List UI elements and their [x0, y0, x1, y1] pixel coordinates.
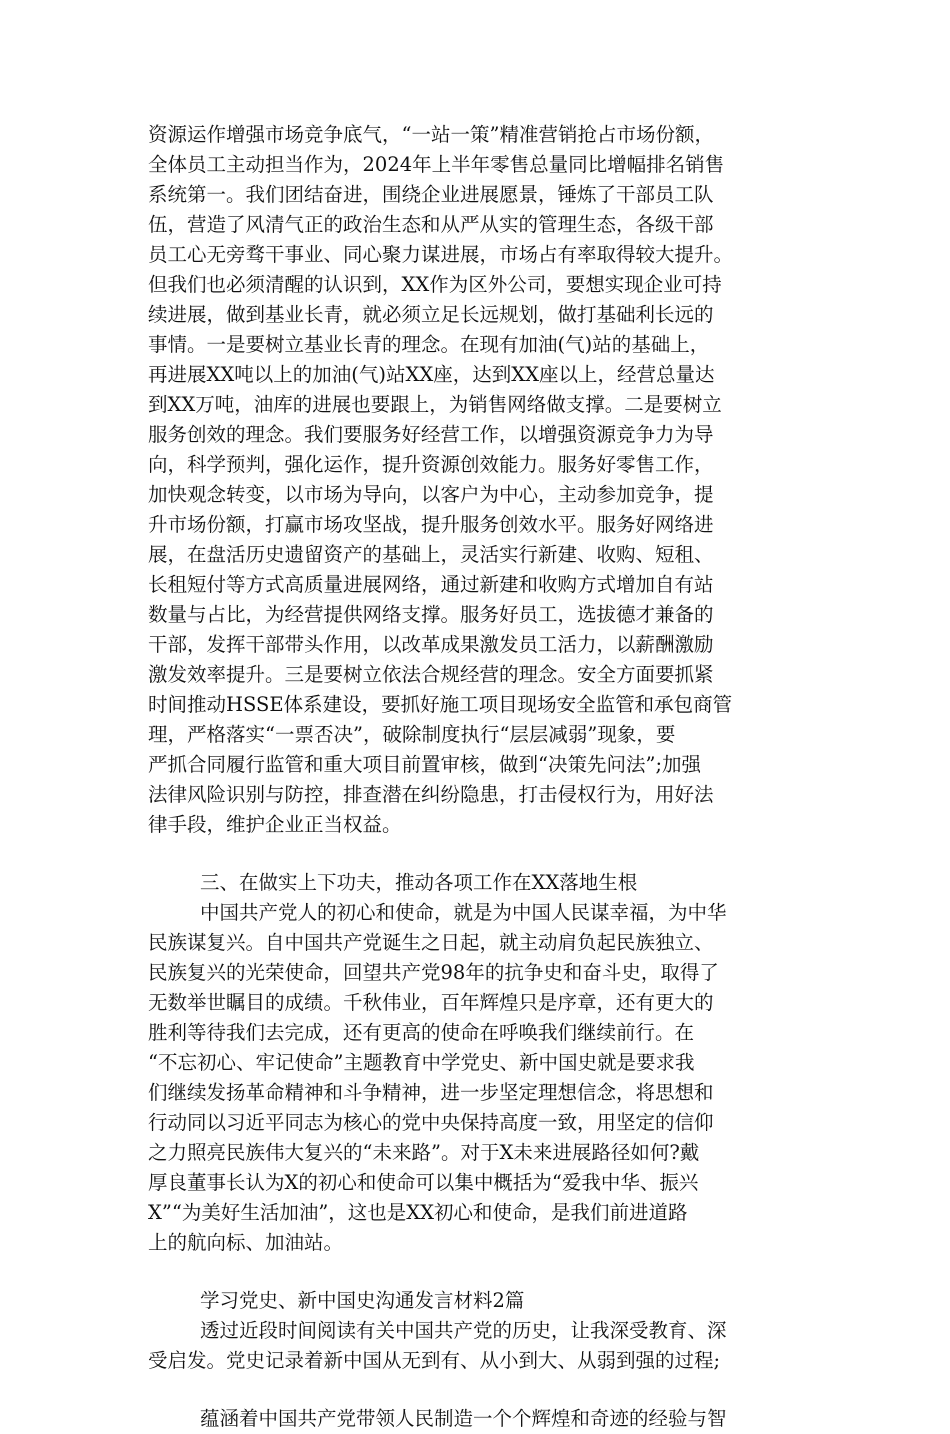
paragraph-spacer — [148, 1258, 818, 1286]
text-line: 无数举世瞩目的成绩。千秋伟业，百年辉煌只是序章，还有更大的 — [148, 991, 714, 1014]
text-line: 透过近段时间阅读有关中国共产党的历史，让我深受教育、深 — [200, 1319, 727, 1342]
text-line: 但我们也必须清醒的认识到，XX作为区外公司，要想实现企业可持 — [148, 273, 722, 296]
text-line: 民族谋复兴。自中国共产党诞生之日起，就主动肩负起民族独立、 — [148, 931, 714, 954]
text-line: 胜利等待我们去完成，还有更高的使命在呼唤我们继续前行。在 — [148, 1021, 695, 1044]
text-line: 加快观念转变，以市场为导向，以客户为中心，主动参加竞争，提 — [148, 483, 714, 506]
text-line: 员工心无旁骛干事业、同心聚力谋进展，市场占有率取得较大提升。 — [148, 243, 734, 266]
paragraph-mission — [148, 898, 818, 1258]
text-line: 伍，营造了风清气正的政治生态和从严从实的管理生态，各级干部 — [148, 213, 714, 236]
text-line: 行动同以习近平同志为核心的党中央保持高度一致，用坚定的信仰 — [148, 1111, 714, 1134]
paragraph-reading — [148, 1316, 818, 1376]
text-line: 再进展XX吨以上的加油(气)站XX座，达到XX座以上，经营总量达 — [148, 363, 715, 386]
text-line: 数量与占比，为经营提供网络支撑。服务好员工，选拔德才兼备的 — [148, 603, 714, 626]
text-line: 长租短付等方式高质量进展网络，通过新建和收购方式增加自有站 — [148, 573, 714, 596]
text-line: 时间推动HSSE体系建设，要抓好施工项目现场安全监管和承包商管 — [148, 693, 733, 716]
text-line: 民族复兴的光荣使命，回望共产党98年的抗争史和奋斗史，取得了 — [148, 961, 719, 984]
text-line: “不忘初心、牢记使命”主题教育中学党史、新中国史就是要求我 — [148, 1051, 695, 1074]
text-line: 厚良董事长认为X的初心和使命可以集中概括为“爱我中华、振兴 — [148, 1171, 699, 1194]
text-line: X”“为美好生活加油”，这也是XX初心和使命，是我们前进道路 — [148, 1201, 688, 1224]
text-line: 激发效率提升。三是要树立依法合规经营的理念。安全方面要抓紧 — [148, 663, 714, 686]
text-line: 资源运作增强市场竞争底气，“一站一策”精准营销抢占市场份额， — [148, 123, 714, 146]
text-line: 律手段，维护企业正当权益。 — [148, 813, 402, 836]
text-line: 服务创效的理念。我们要服务好经营工作，以增强资源竞争力为导 — [148, 423, 714, 446]
text-line: 全体员工主动担当作为，2024年上半年零售总量同比增幅排名销售 — [148, 153, 725, 176]
section-heading-3: 三、在做实上下功夫，推动各项工作在XX落地生根 — [200, 871, 638, 894]
text-line: 向，科学预判，强化运作，提升资源创效能力。服务好零售工作， — [148, 453, 714, 476]
text-line: 事情。一是要树立基业长青的理念。在现有加油(气)站的基础上， — [148, 333, 710, 356]
text-line: 干部，发挥干部带头作用，以改革成果激发员工活力，以薪酬激励 — [148, 633, 714, 656]
text-line: 到XX万吨，油库的进展也要跟上，为销售网络做支撑。二是要树立 — [148, 393, 722, 416]
text-line: 展，在盘活历史遗留资产的基础上，灵活实行新建、收购、短租、 — [148, 543, 714, 566]
paragraph-spacer — [148, 840, 818, 868]
document-title: 学习党史、新中国史沟通发言材料2篇 — [200, 1289, 525, 1312]
text-line: 们继续发扬革命精神和斗争精神，进一步坚定理想信念，将思想和 — [148, 1081, 714, 1104]
text-line: 上的航向标、加油站。 — [148, 1231, 344, 1254]
text-line: 续进展，做到基业长青，就必须立足长远规划，做打基础利长远的 — [148, 303, 714, 326]
paragraph-retail-development — [148, 120, 818, 840]
text-line: 之力照亮民族伟大复兴的“未来路”。对于X未来进展路径如何?戴 — [148, 1141, 700, 1164]
text-line: 受启发。党史记录着新中国从无到有、从小到大、从弱到强的过程; — [148, 1349, 721, 1372]
text-line: 中国共产党人的初心和使命，就是为中国人民谋幸福，为中华 — [200, 901, 727, 924]
text-line: 严抓合同履行监管和重大项目前置审核，做到“决策先问法”;加强 — [148, 753, 702, 776]
paragraph-wisdom — [148, 1404, 818, 1434]
document-body — [148, 120, 818, 1434]
paragraph-spacer — [148, 1376, 818, 1404]
text-line: 理，严格落实“一票否决”，破除制度执行“层层减弱”现象，要 — [148, 723, 676, 746]
text-line: 法律风险识别与防控，排查潜在纠纷隐患，打击侵权行为，用好法 — [148, 783, 714, 806]
text-line: 系统第一。我们团结奋进，围绕企业进展愿景，锤炼了干部员工队 — [148, 183, 714, 206]
text-line: 蕴涵着中国共产党带领人民制造一个个辉煌和奇迹的经验与智 — [200, 1407, 727, 1430]
text-line: 升市场份额，打赢市场攻坚战，提升服务创效水平。服务好网络进 — [148, 513, 714, 536]
